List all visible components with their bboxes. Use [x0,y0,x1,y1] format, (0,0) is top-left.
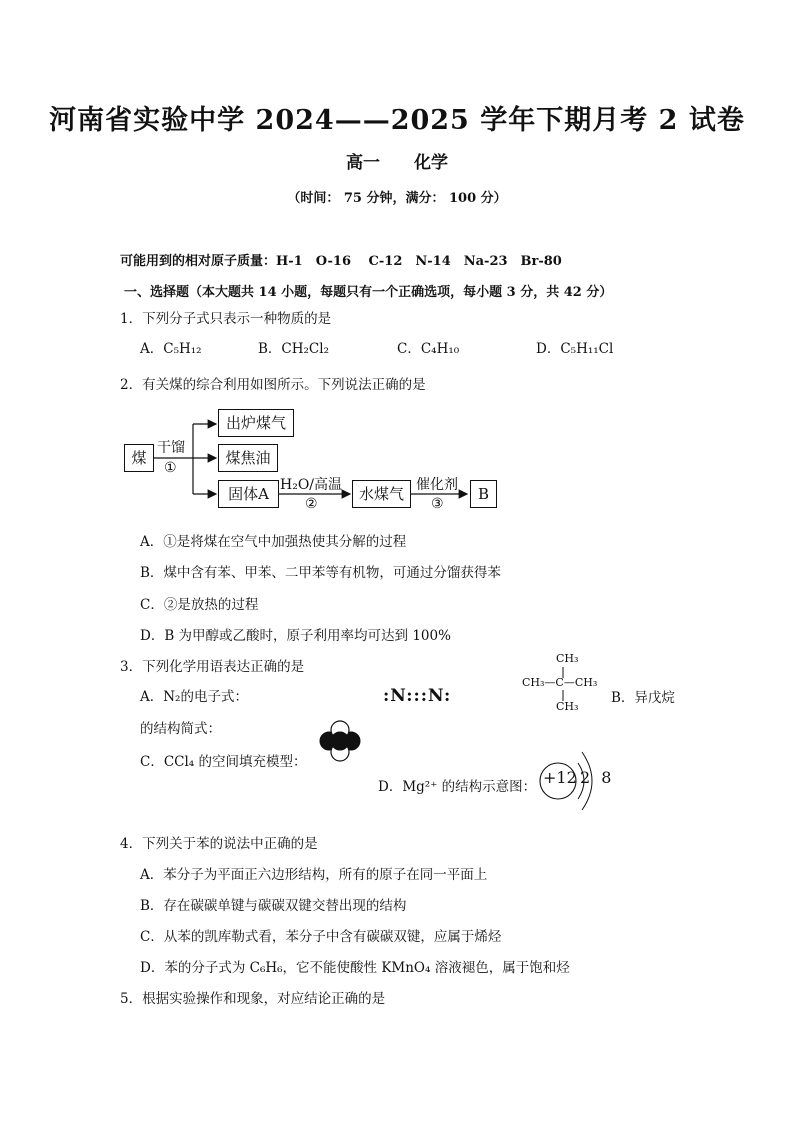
q2-option-d: D．B 为甲醇或乙酸时，原子利用率均可达到 100% [140,628,451,644]
exam-title: 河南省实验中学 2024——2025 学年下期月考 2 试卷 [49,105,745,136]
step3-label: 催化剂 [416,477,458,493]
q2-option-a: A．①是将煤在空气中加强热使其分解的过程 [140,534,407,550]
subject-label: 化学 [413,153,448,173]
struct-ch3-top: CH₃ [556,652,579,665]
q4-option-d: D．苯的分子式为 C₆H₆，它不能使酸性 KMnO₄ 溶液褪色，属于饱和烃 [140,960,570,976]
grade-label: 高一 [346,153,381,173]
q3-option-a: A．N₂的电子式： [140,689,248,705]
q4-option-c: C．从苯的凯库勒式看，苯分子中含有碳碳双键，应属于烯烃 [140,929,502,945]
q4-option-b: B．存在碳碳单键与碳碳双键交替出现的结构 [140,898,407,914]
q1-c-formula: C₄H₁₀ [420,341,460,357]
solid-a-box: 固体A [218,480,279,508]
coal-box: 煤 [124,444,154,472]
q3-option-d: D．Mg²⁺ 的结构示意图： [378,779,537,795]
step3-number: ③ [431,496,444,512]
q5-stem: 5．根据实验操作和现象，对应结论正确的是 [120,991,386,1007]
time-info: （时间： 75 分钟，满分： 100 分） [287,191,507,206]
product-b-box: B [470,480,497,508]
q1-a-prefix: A． [140,341,164,357]
q2-stem: 2．有关煤的综合利用如图所示。下列说法正确的是 [120,377,426,393]
out-furnace-gas-box: 出炉煤气 [218,409,294,437]
mg-shell-electrons: 2 8 [580,768,615,787]
q1-d-prefix: D． [536,341,561,357]
section-heading: 一、选择题（本大题共 14 小题，每题只有一个正确选项，每小题 3 分，共 42 分） [124,285,613,300]
q2-option-b: B．煤中含有苯、甲苯、二甲苯等有机物，可通过分馏获得苯 [140,565,501,581]
q3-option-b-continued: 的结构简式： [140,721,221,737]
water-gas-box: 水煤气 [352,480,411,508]
struct-main-chain: CH₃—C—CH₃ [522,676,598,689]
q4-stem: 4．下列关于苯的说法中正确的是 [120,836,318,852]
coal-tar-box: 煤焦油 [218,444,278,472]
q1-c-prefix: C． [397,341,421,357]
mg-nucleus-label: +12 [543,768,577,787]
q2-option-c: C．②是放热的过程 [140,597,259,613]
step1-label: 干馏 [157,440,185,456]
q1-d-formula: C₅H₁₁Cl [560,341,614,357]
q1-b-formula: CH₂Cl₂ [281,341,329,357]
q3-option-b: B．异戊烷 [611,690,675,706]
step1-number: ① [164,460,177,476]
q4-option-a: A．苯分子为平面正六边形结构，所有的原子在同一平面上 [140,867,488,883]
q1-b-prefix: B． [258,341,282,357]
n2-electron-formula: :N:::N: [383,686,452,706]
q1-stem: 1．下列分子式只表示一种物质的是 [120,311,332,327]
struct-ch3-bottom: CH₃ [556,700,579,713]
q1-a-formula: C₅H₁₂ [163,341,202,357]
step2-number: ② [305,496,318,512]
q3-option-c: C．CCl₄ 的空间填充模型： [140,754,307,770]
step2-label: H₂O/高温 [280,477,343,493]
atomic-masses: 可能用到的相对原子质量：H-1 O-16 C-12 N-14 Na-23 Br-80 [120,254,562,269]
q3-stem: 3．下列化学用语表达正确的是 [120,659,305,675]
